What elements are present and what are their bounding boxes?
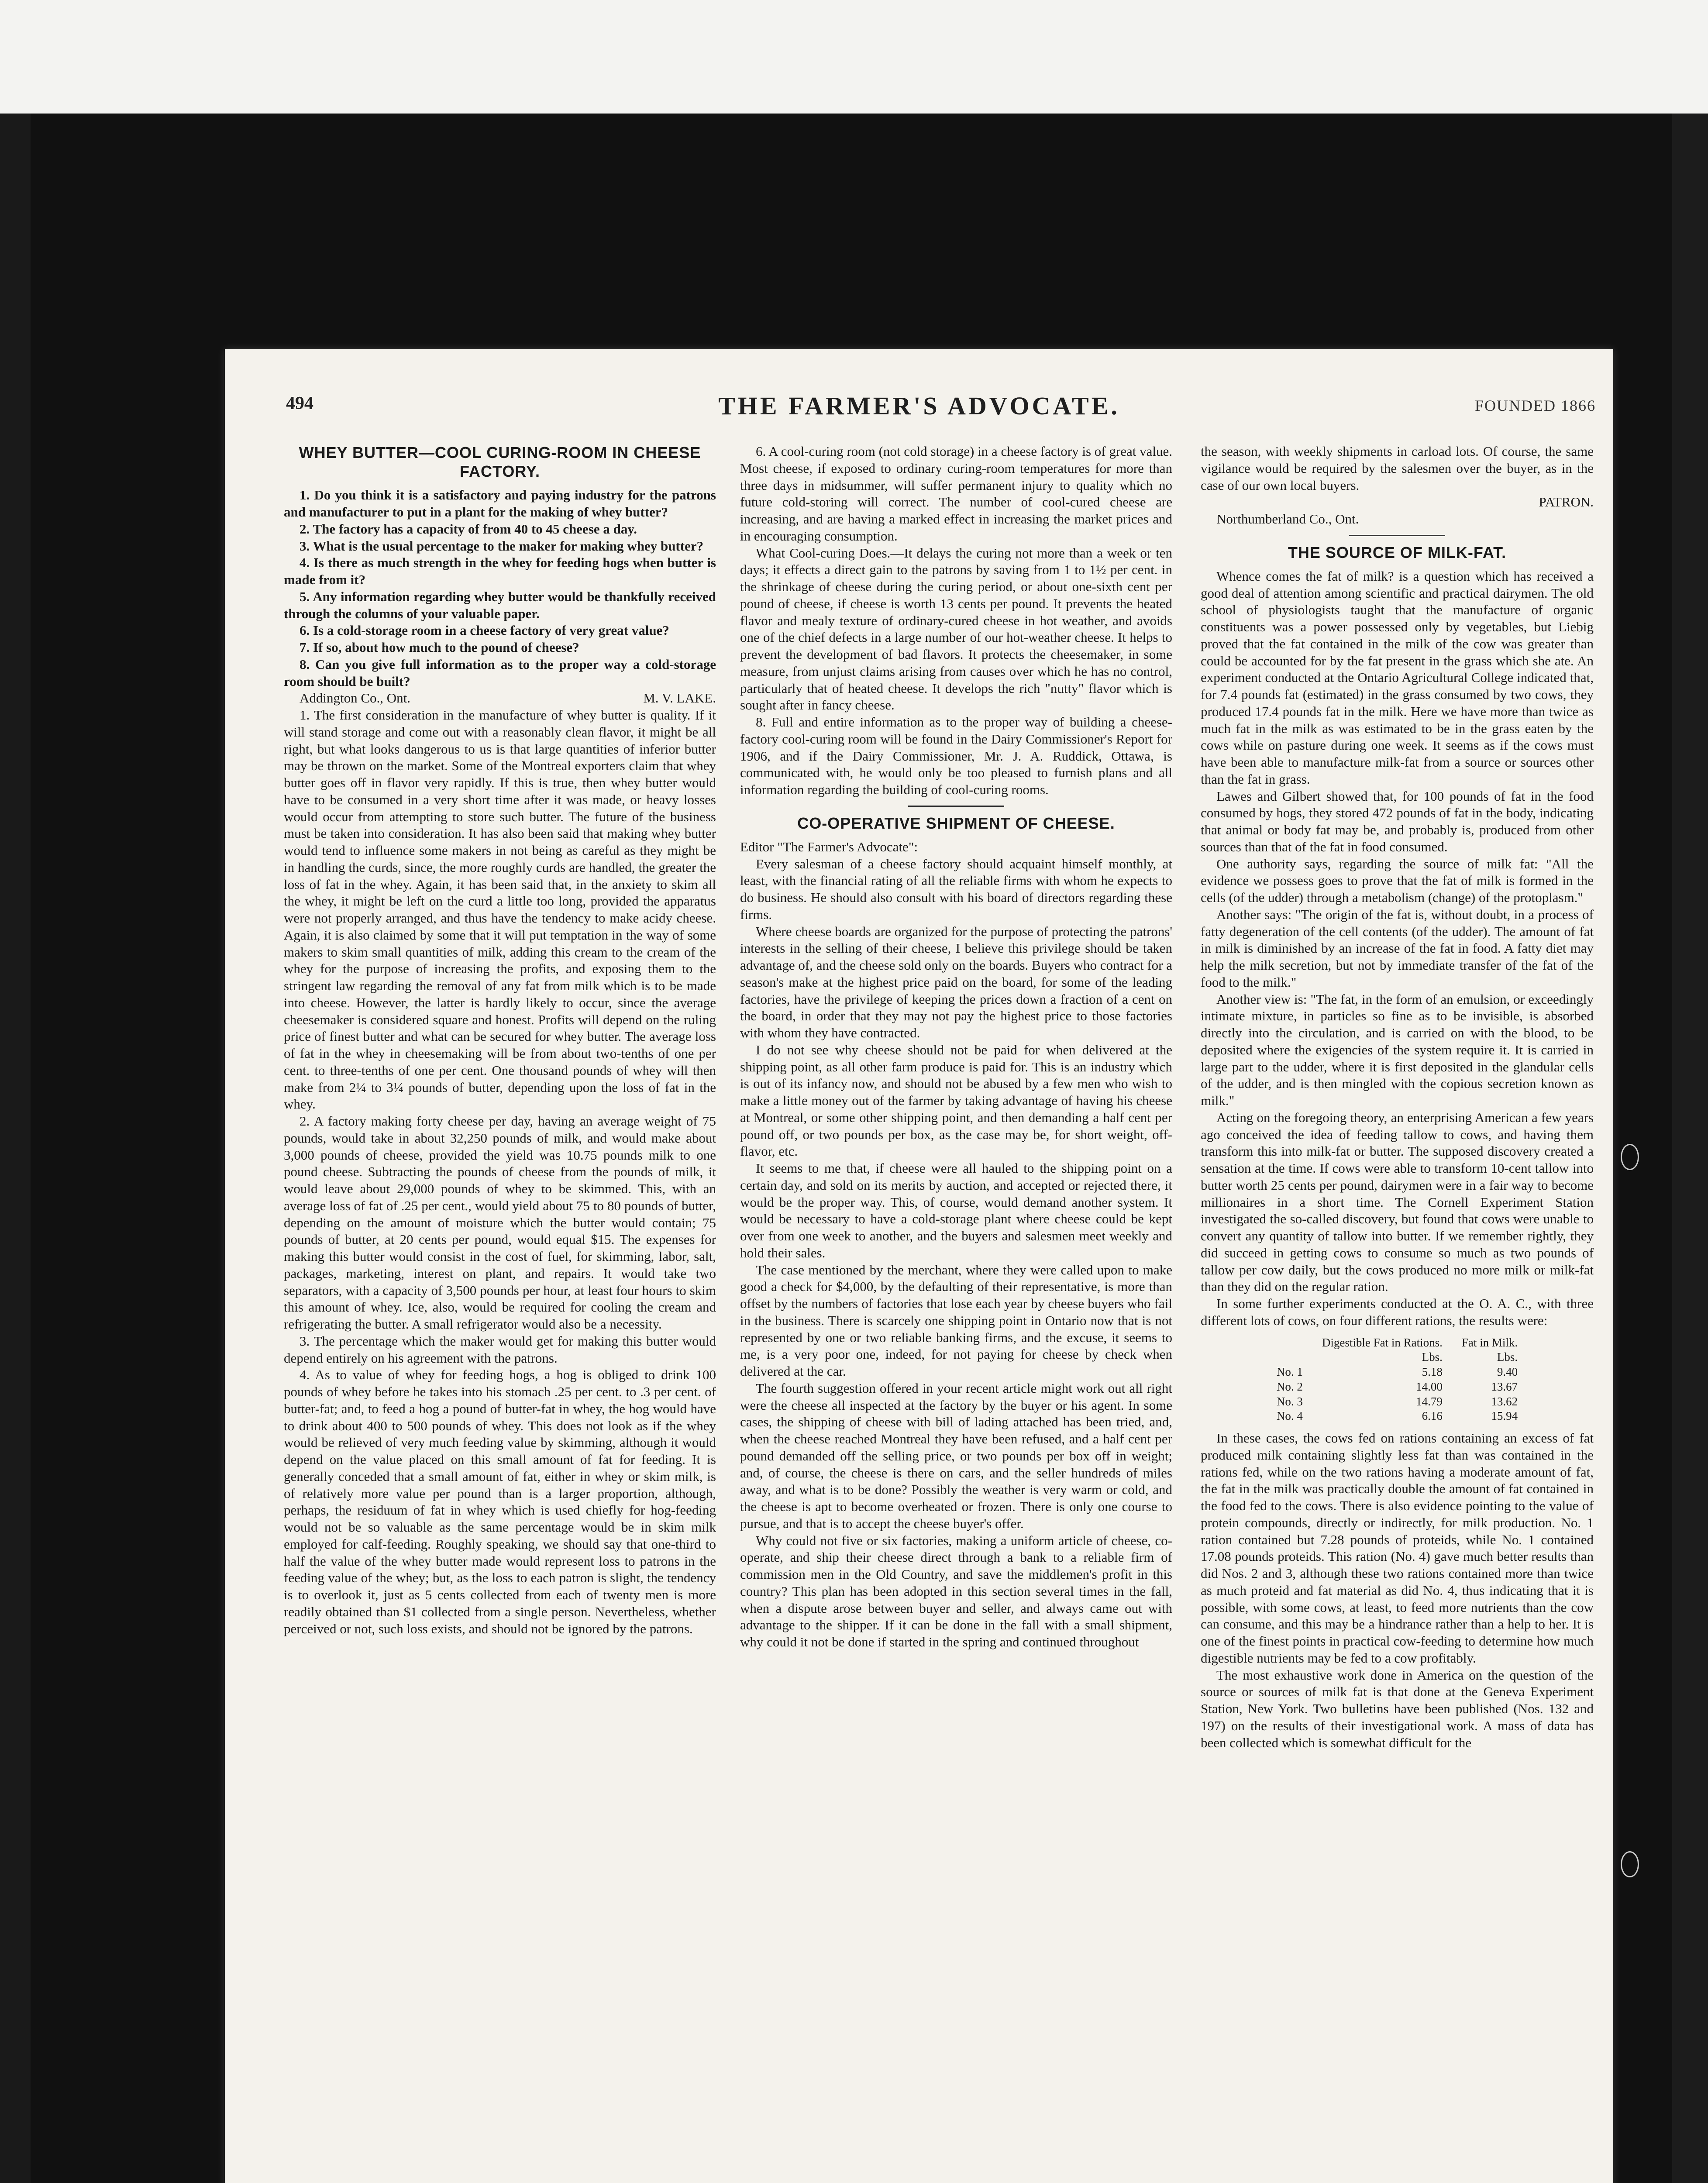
table-row [1267,1409,1527,1424]
fat-results-table [1267,1336,1527,1424]
body-paragraph: Every salesman of a cheese factory should acquaint himself monthly, at least, with the financial rating of all the reliable firms with whom he expects to do business. He should also consult with his board of directors regarding these firms. [740,856,1172,922]
body-paragraph: I do not see why cheese should not be paid for when delivered at the shipping point, as all other farm produce is paid for. This is an industry which is out of its infancy now, and should not be abused by a few men who wish to make a little money out of the farmer by taking advantage of having his cheese at Montreal, or some other shipping point, and then demanding a half cent per pound off, or two pounds per box, as the case may be, for short weight, off-flavor, etc. [740,1042,1172,1159]
body-paragraph: One authority says, regarding the source of milk fat: "All the evidence we possess goes to prove that the fat of milk is formed in the cells (of the udder) through a metabolism (change) of the protoplasm." [1201,856,1594,906]
table-cell: 5.18 [1422,1365,1443,1379]
column-1 [284,443,716,1637]
binding-hole-icon [1621,1144,1639,1170]
table-cell: Lbs. [1497,1350,1518,1364]
masthead-title: THE FARMER'S ADVOCATE. [718,392,1120,420]
binding-hole-icon [1621,1851,1639,1877]
table-cell: 9.40 [1497,1365,1518,1379]
question-paragraph: 7. If so, about how much to the pound of cheese? [300,640,579,655]
question-paragraph: 1. Do you think it is a satisfactory and paying industry for the patrons and manufacturer to put in a plant for the making of whey butter? [284,487,716,520]
article-title-whey-butter: WHEY BUTTER—COOL CURING-ROOM IN CHEESE FACTORY. [299,444,701,481]
signature-place: Addington Co., Ont. [300,690,411,706]
body-paragraph: Another says: "The origin of the fat is, without doubt, in a process of fatty degeneration of the cell contents (of the udder). The amount of fat in milk is diminished by an increase of the fat in food. A fatty diet may help the milk secretion, but not by immediate transfer of the fat of the food to the milk." [1201,906,1594,990]
column-2 [740,443,1172,1651]
body-paragraph: Another view is: "The fat, in the form of an emulsion, or exceedingly intimate mixture, in particles so fine as to be invisible, is absorbed directly into the circulation, and is carried on with the blood, to be deposited where the exigencies of the system require it. It is carried in large part to the udder, where it is first deposited in the glandular cells of the udder, and is then mingled with the copious secretion known as milk." [1201,991,1594,1109]
table-cell [1267,1350,1312,1365]
patron-signature: PATRON. [1539,494,1594,510]
answer-paragraph: 1. The first consideration in the manufacture of whey butter is quality. If it will stand storage and come out with a reasonably clean flavor, it might be all right, but what looks dangerous to us is that large quantities of inferior butter may be thrown on the market. Some of the Montreal exporters claim that whey butter goes off in flavor very rapidly. If this is true, then whey butter would have to be consumed in a very short time after it was made, or heavy losses would occur from attempting to store such butter. The future of the business must be taken into consideration. It has also been said that making whey butter would tend to influence some makers in not being as careful as they might be in handling the curds, since, the more roughly curds are handled, the greater the loss of fat in the whey. Again, it has been said that, in the anxiety to skim all the whey, it might be left on the curd a little too long, provided the apparatus were not properly arranged, and thus have the tendency to make acidy cheese. Again, it is also claimed by some that it will put temptation in the way of some makers to skim small quantities of milk, adding this cream to the cream of the whey for the purpose of increasing the profits, and exposing them to the stringent law regarding the removal of any fat from milk which is to be made into cheese. However, the latter is hardly likely to occur, since the average cheesemaker is considered square and honest. Profits will depend on the ruling price of finest butter and what can be secured for whey butter. The average loss of fat in the whey in cheesemaking will be from about two-tenths of one per cent. to three-tenths of one per cent. One thousand pounds of whey will then make from 2¼ to 3¼ pounds of butter, depending upon the loss of fat in the whey. [284,707,716,1112]
table-cell: 14.00 [1416,1380,1443,1393]
question-paragraph: 4. Is there as much strength in the whey for feeding hogs when butter is made from it? [284,555,716,588]
question-paragraph: 2. The factory has a capacity of from 40 to 45 cheese a day. [300,521,637,537]
table-units-row [1267,1350,1527,1365]
table-cell: No. 4 [1276,1409,1303,1423]
body-paragraph: 6. A cool-curing room (not cold storage) in a cheese factory is of great value. Most cheese, if exposed to ordinary curing-room temperatures for more than three days in midsummer, will suffer permanent injury to quality which no future cold-storing will correct. The number of cool-cured cheese are increasing, and are having a marked effect in increasing the market prices and in encouraging consumption. [740,444,1172,544]
body-paragraph: 8. Full and entire information as to the proper way of building a cheese-factory cool-curing room will be found in the Dairy Commissioner's Report for 1906, and if the Dairy Commissioner, Mr. J. A. Ruddick, Ottawa, is communicated with, he would only be too pleased to furnish plans and all information regarding the building of cool-curing rooms. [740,714,1172,797]
table-cell: No. 3 [1276,1395,1303,1408]
article-title-milk-fat: THE SOURCE OF MILK-FAT. [1288,543,1507,561]
body-paragraph: Where cheese boards are organized for the purpose of protecting the patrons' interests in the selling of their cheese, I believe this privilege should be taken advantage of, and the cheese sold only on the boards. Buyers who contract for a season's make at the highest price paid on the board, for some of the leading factories, have the privilege of keeping the prices down a fraction of a cent on the board, in order that they may not pay the highest price to those factories with whom they have contracted. [740,923,1172,1041]
section-divider [908,806,1004,807]
article-title-cooperative-shipment: CO-OPERATIVE SHIPMENT OF CHEESE. [797,814,1115,832]
table-header-cell: Fat in Milk. [1461,1336,1518,1349]
body-paragraph: In some further experiments conducted at the O. A. C., with three different lots of cows, on four different rations, the results were: [1201,1296,1594,1328]
table-cell: Lbs. [1422,1350,1443,1364]
answer-paragraph: 2. A factory making forty cheese per day, having an average weight of 75 pounds, would take in about 32,250 pounds of milk, and would make about 3,000 pounds of cheese, provided the yield was 10.75 pounds milk to one pound cheese. Subtracting the pounds of cheese from the pounds of milk, it would leave about 29,000 pounds of whey to be skimmed. This, with an average loss of fat of .25 per cent., would yield about 75 to 80 pounds of butter, depending on the amount of moisture which the butter would contain; 75 pounds of butter, at 20 cents per pound, would equal $15. The expenses for making this butter would consist in the cost of fuel, for skimming, labor, salt, packages, marketing, interest on plant, and repairs. It would take two separators, with a capacity of 3,500 pounds per hour, at least four hours to skim this amount of whey. Ice, also, would be required for cooling the cream and refrigerating the butter. A small refrigerator would also be a necessity. [284,1113,716,1332]
newspaper-page [225,349,1613,2183]
page-header [225,393,1613,424]
body-paragraph: In these cases, the cows fed on rations containing an excess of fat produced milk containing slightly less fat than was contained in the rations fed, while on the two rations having a moderate amount of fat, the fat in the milk was practically double the amount of fat contained in the food fed to the cows. There is also evidence pointing to the value of protein compounds, directly or indirectly, for milk production. No. 1 ration contained but 7.28 pounds of proteids, while No. 1 contained 17.08 pounds proteids. This ration (No. 4) gave much better results than did Nos. 2 and 3, although these two rations contained more than twice as much proteid and fat material as did No. 4, thus indicating that it is possible, with some cows, at least, to feed more nutrients than the cow can consume, and this may be a hindrance rather than a help to her. It is one of the finest points in practical cow-feeding to determine how much digestible nutrients may be fed to a cow profitably. [1201,1430,1594,1666]
section-divider [1349,535,1445,536]
question-paragraph: 3. What is the usual percentage to the maker for making whey butter? [300,538,704,554]
signature-name: M. V. LAKE. [643,690,716,706]
table-header-cell: Digestible Fat in Rations. [1322,1336,1443,1349]
table-cell: 14.79 [1416,1395,1443,1408]
film-edge-right [1672,114,1708,2183]
table-row [1267,1380,1527,1395]
table-row [1267,1395,1527,1409]
body-paragraph: It seems to me that, if cheese were all hauled to the shipping point on a certain day, and sold on its merits by auction, and accepted or rejected there, it would be the proper way. This, of course, would demand another system. It would be necessary to have a cold-storage plant where cheese could be kept over from one week to another, and the buyers and salesmen meet weekly and hold their sales. [740,1160,1172,1260]
question-paragraph: 8. Can you give full information as to the proper way a cold-storage room should be built? [284,656,716,689]
body-paragraph: The case mentioned by the merchant, where they were called upon to make good a check for $4,000, by the defaulting of their representative, is more than offset by the numbers of factories that lose each year by cheese buyers who fail in the business. There is scarcely one shipping point in Ontario now that is not represented by one or two reliable banking firms, and the excuse, it seems to me, is a very poor one, indeed, for not paying for cheese by check when delivered at the car. [740,1262,1172,1379]
editor-salutation: Editor "The Farmer's Advocate": [740,839,918,854]
body-paragraph: Lawes and Gilbert showed that, for 100 pounds of fat in the food consumed by hogs, they stored 472 pounds of fat in the body, indicating that animal or body fat may be, and probably is, produced from other sources than that of the fat in food consumed. [1201,788,1594,854]
question-paragraph: 6. Is a cold-storage room in a cheese factory of very great value? [300,623,669,638]
table-header-cell [1267,1336,1312,1350]
table-cell: No. 1 [1276,1365,1303,1379]
patron-place: Northumberland Co., Ont. [1216,511,1359,527]
body-paragraph: What Cool-curing Does.—It delays the curing not more than a week or ten days; it effects a direct gain to the patrons by saving from 1 to 1½ per cent. in the shrinkage of cheese during the curing period, or about one-sixth cent per pound of cheese, if cheese is worth 13 cents per pound. It prevents the heated flavor and mealy texture of ordinary-cured cheese in hot weather, and avoids one of the chief defects in a large number of our hot-weather cheese. It helps to prevent the development of bad flavors. It protects the cheesemaker, in some measure, from unjust claims arising from causes over which he has no control, particularly that of heated cheese. It develops the rich "nutty" flavor which is sought after in fancy cheese. [740,545,1172,713]
body-paragraph: Acting on the foregoing theory, an enterprising American a few years ago conceived the idea of feeding tallow to cows, and having them transform this into milk-fat or butter. The supposed discovery created a sensation at the time. If cows were able to transform 10-cent tallow into butter worth 25 cents per pound, dairymen were in a fair way to become millionaires in a short time. The Cornell Experiment Station investigated the so-called discovery, but found that cows were unable to convert any quantity of tallow into butter. If we remember rightly, they did succeed in getting cows to consume so much as two pounds of tallow per cow daily, but the cows produced no more milk or milk-fat than they did on the regular ration. [1201,1109,1594,1295]
table-header-row [1267,1336,1527,1350]
table-cell: 13.62 [1491,1395,1518,1408]
founded-label: FOUNDED 1866 [1474,397,1596,414]
answer-paragraph: 4. As to value of whey for feeding hogs, a hog is obliged to drink 100 pounds of whey before he takes into his stomach .25 per cent. to .3 per cent. of butter-fat; and, to feed a hog a pound of butter-fat in whey, the hog would have to drink about 400 to 500 pounds of whey. This does not look as if the whey would be relieved of very much feeding value by skimming, although it would depend on the value placed on this small amount of fat for feeding. It is generally conceded that a small amount of fat, either in whey or skim milk, is of relatively more value per pound than is a larger proportion, although, perhaps, the residuum of fat in whey which is used chiefly for hog-feeding would not be so valuable as the same percentage would be in skim milk employed for calf-feeding. Roughly speaking, we should say that one-third to half the value of the whey butter made would represent loss to patrons in the feeding value of the whey; but, as the loss to each patron is slight, the tendency is to overlook it, just as 5 cents collected from each of twenty men is more readily obtained than $1 collected from a single person. Nevertheless, whether perceived or not, such loss exists, and should not be ignored by the patrons. [284,1367,716,1636]
letter-signature [284,690,716,707]
body-paragraph: the season, with weekly shipments in carload lots. Of course, the same vigilance would be required by the salesmen over the buyer, as in the case of our own local buyers. [1201,444,1594,493]
film-margin-top [0,0,1708,114]
table-cell: 15.94 [1491,1409,1518,1423]
table-cell: 13.67 [1491,1380,1518,1393]
table-cell: 6.16 [1422,1409,1443,1423]
body-paragraph: The fourth suggestion offered in your recent article might work out all right were the cheese all inspected at the factory by the buyer or his agent. In some cases, the shipping of cheese with bill of lading attached has been tried, and, when the cheese reached Montreal they have been refused, and a half cent per pound demanded off the selling price, or two pounds per box off in weight; and, of course, the cheese is there on cars, and the seller hundreds of miles away, and what is to be done? Possibly the weather is very warm or cold, and the cheese is apt to become overheated or frozen. There is only one course to pursue, and that is to accept the cheese buyer's offer. [740,1380,1172,1531]
body-paragraph: Whence comes the fat of milk? is a question which has received a good deal of attention among scientific and practical dairymen. The old school of physiologists taught that the manufacture of organic constituents was a power possessed only by vegetables, but Liebig proved that the fat contained in the milk of the cow was greater than could be accounted for by the fat present in the grass which she ate. An experiment conducted at the Ontario Agricultural College indicated that, for 7.4 pounds fat (estimated) in the grass consumed by two cows, they produced 17.4 pounds fat in the milk. Here we have more than twice as much fat in the milk as was estimated to be in the grass eaten by the cows while on pasture during one week. It seems as if the cows must have been able to manufacture milk-fat from a source or sources other than the fat in grass. [1201,568,1594,787]
body-paragraph: Why could not five or six factories, making a uniform article of cheese, co-operate, and ship their cheese direct through a bank to a reliable firm of commission men in the Old Country, and save the middlemen's profit in this country? This plan has been adopted in this section several times in the fall, when a dispute arose between buyer and seller, and always came out with advantage to the shipper. If it can be done in the fall with a small shipment, why could it not be done if started in the spring and continued throughout [740,1532,1172,1650]
question-paragraph: 5. Any information regarding whey butter would be thankfully received through the columns of your valuable paper. [284,589,716,621]
column-3 [1201,443,1594,1751]
answer-paragraph: 3. The percentage which the maker would get for making this butter would depend entirely on his agreement with the patrons. [284,1333,716,1366]
body-paragraph: The most exhaustive work done in America on the question of the source or sources of milk fat is that done at the Geneva Experiment Station, New York. Two bulletins have been published (Nos. 132 and 197) on the results of their investigational work. A mass of data has been collected which is somewhat difficult for the [1201,1667,1594,1750]
table-row [1267,1365,1527,1380]
table-cell: No. 2 [1276,1380,1303,1393]
page-number: 494 [286,393,313,413]
